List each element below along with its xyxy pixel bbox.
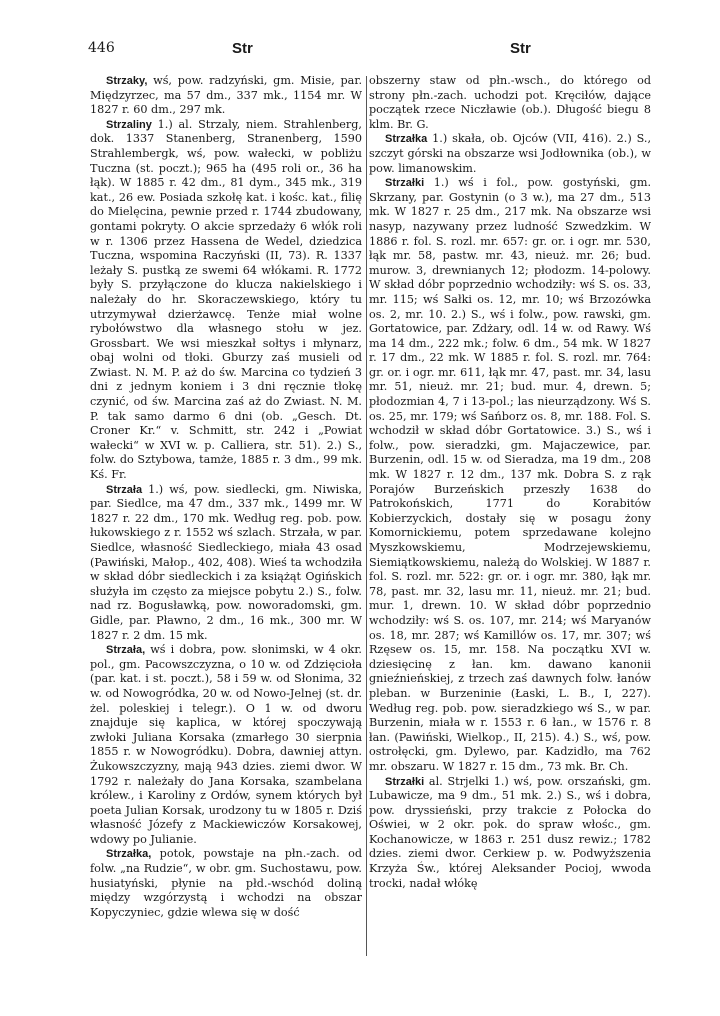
running-head-left: Str (232, 40, 253, 57)
entry-strzala-1 (90, 483, 362, 644)
entry-text: al. Strjelki 1.) wś, pow. orszański, gm. Lubawicze, ma 9 dm., 51 mk. 2.) S., wś i dobra, pow. dryssieński, przy trakcie z Połocka do Oświei, w 2 okr. pok. do spraw włośc., gm. Kochanowicze, w 1863 r. 251 dusz rewiz.; 1782 dzies. ziemi dwor. Cerkiew p. w. Podwyższenia Krzyża Św., której Aleksander Pocioj, wwoda trocki, nadał włókę (369, 774, 651, 890)
entry-text: 1.) wś, pow. siedlecki, gm. Niwiska, par. Siedlce, ma 47 dm., 337 mk., 1499 mr. W 1827 r. 22 dm., 170 mk. Według reg. pob. pow. łukowskiego z r. 1552 wś szlach. Strzała, w par. Siedlce, własność Siedleckiego, miała 43 osad (Pawiński, Małop., 402, 408). Wieś ta wchodziła w skład dóbr siedleckich i za książąt Ogińskich służyła im często za miejsce pobytu 2.) S., folw. nad rz. Bogusławką, pow. noworadomski, gm. Gidle, par. Pławno, 2 dm., 16 mk., 300 mr. W 1827 r. 2 dm. 15 mk. (90, 482, 362, 642)
entry-text: 1.) al. Strzaly, niem. Strahlenberg, dok. 1337 Stanenberg, Stranenberg, 1590 Strahlembergk, wś, pow. wałecki, w pobliżu Tuczna (st. poczt.); 965 ha (495 roli or., 36 ha łąk). W 1885 r. 42 dm., 81 dym., 345 mk., 319 kat., 26 ew. Posiada szkołę kat. i kośc. kat., filię do Mielęcina, pewnie przed r. 1744 zbudowany, gontami pokryty. O akcie sprzedaży 6 włók roli w r. 1306 przez Hassena de Wedel, dziedzica Tuczna, wspomina Raczyński (II, 73). R. 1337 leżały S. pustką ze swemi 64 włókami. R. 1772 były S. przyłączone do klucza nakielskiego i należały do hr. Skoraczewskiego, który tu utrzymywał dzierżawcę. Tenże miał wolne rybołówstwo dla własnego stołu w jez. Grossbart. We wsi mieszkał sołtys i młynarz, obaj wolni od tłoki. Gburzy zaś musieli od Zwiast. N. M. P. aż do św. Marcina co tydzień 3 dni z jednym koniem i 3 dni ręcznie tłokę czynić, od św. Marcina zaś aż do Zwiast. N. M. P. tak samo darmo 6 dni (ob. „Gesch. Dt. Croner Kr.“ v. Schmitt, str. 242 i „Powiat wałecki“ w XVI w. p. Callierа, str. 51). 2.) S., folw. do Sztybowa, tamże, 1885 r. 3 dm., 99 mk. Kś. Fr. (90, 117, 362, 482)
entry-headword: Strzałka, (106, 848, 152, 861)
column-divider (366, 76, 367, 956)
left-column (90, 74, 362, 920)
entry-text: 1.) wś i fol., pow. gostyński, gm. Skrzany, par. Gostynin (o 3 w.), ma 27 dm., 513 mk. W 1827 r. 25 dm., 217 mk. Na obszarze wsi nasyp, nazywany przez ludność Szwedzkim. W 1886 r. fol. S. rozl. mr. 657: gr. or. i ogr. mr. 530, łąk mr. 58, pastw. mr. 43, nieuż. mr. 26; bud. murow. 3, drewnianych 12; płodozm. 14-polowy. W skład dóbr poprzednio wchodziły: wś S. os. 33, mr. 115; wś Sałki os. 12, mr. 10; wś Brzozówka os. 2, mr. 10. 2.) S., wś i folw., pow. rawski, gm. Gortatowice, par. Zdżary, odl. 14 w. od Rawy. Wś ma 14 dm., 222 mk.; folw. 6 dm., 54 mk. W 1827 r. 17 dm., 22 mk. W 1885 r. fol. S. rozl. mr. 764: gr. or. i ogr. mr. 611, łąk mr. 47, past. mr. 34, lasu mr. 51, nieuż. mr. 21; bud. mur. 4, drewn. 5; płodozmian 4, 7 i 13-pol.; las nieurządzony. Wś S. os. 25, mr. 179; wś Sańborz os. 8, mr. 188. Fol. S. wchodził w skład dóbr Gortatowice. 3.) S., wś i folw., pow. sieradzki, gm. Majaczewice, par. Burzenin, odl. 15 w. od Sieradza, ma 19 dm., 208 mk. W 1827 r. 12 dm., 137 mk. Dobra S. z rąk Porajów Burzeńskich przeszły 1638 do Patrokońskich, 1771 do Korabitów Kobierzyckich, dostały się w posagu żony Komornickiemu, potem sprzedawane kolejno Myszkowskiemu, Modrzejewskiemu, Siemiątkowskiemu, należą do Wolskiej. W 1887 r. fol. S. rozl. mr. 522: gr. or. i ogr. mr. 380, łąk mr. 78, past. mr. 32, lasu mr. 11, nieuż. mr. 21; bud. mur. 1, drewn. 10. W skład dóbr poprzednio wchodziły: wś S. os. 107, mr. 214; wś Maryanów os. 18, mr. 287; wś Kamillów os. 17, mr. 307; wś Rzęsew os. 15, mr. 158. Na początku XVI w. dziesięcinę z łan. km. dawano kanonii gnieźnieńskiej, z trzech zaś dawnych folw. łanów pleban. w Burzeninie (Łaski, L. B., I, 227). Według reg. pob. pow. sieradzkiego wś S., w par. Burzenin, miała w r. 1553 r. 6 łan., w 1576 r. 8 łan. (Pawiński, Wielkop., II, 215). 4.) S., wś, pow. ostrołęcki, gm. Dylewo, par. Kadzidło, ma 762 mr. obszaru. W 1827 r. 15 dm., 73 mk. Br. Ch. (369, 176, 651, 773)
running-head-right: Str (510, 40, 531, 57)
entry-text: 1.) skała, ob. Ojców (VII, 416). 2.) S., szczyt górski na obszarze wsi Jodłownika (ob.), w pow. limanowskim. (369, 132, 651, 175)
entry-text: wś, pow. radzyński, gm. Misie, par. Międzyrzec, ma 57 dm., 337 mk., 1154 mr. W 1827 r. 60 dm., 297 mk. (90, 74, 362, 117)
entry-headword: Strzałki (385, 775, 425, 788)
entry-strzalka-potok (90, 847, 362, 920)
entry-headword: Strzałki (385, 177, 425, 190)
entry-text: potok, powstaje na płn.-zach. od folw. „na Rudzie“, w obr. gm. Suchostawu, pow. husiatyński, płynie na płd.-wschód doliną między wzgórzystą i wchodzi na obszar Kopyczyniec, gdzie wlewa się w dość (90, 847, 362, 919)
entry-headword: Strzaky, (106, 75, 148, 87)
page-number: 446 (88, 40, 115, 56)
entry-strzaliny (90, 118, 362, 483)
entry-strzalki-2 (369, 775, 651, 892)
entry-headword: Strzała (106, 483, 143, 496)
entry-headword: Strzaliny (106, 118, 152, 131)
right-column (369, 74, 651, 891)
entry-text: obszerny staw od płn.-wsch., do którego od strony płn.-zach. uchodzi pot. Kręciłów, dające początek rzece Niczławie (ob.). Długość biegu 8 klm. Br. G. (369, 74, 651, 131)
entry-continuation (369, 74, 651, 132)
entry-strzalki-1 (369, 176, 651, 774)
page-header (0, 40, 720, 66)
entry-strzaky (90, 74, 362, 118)
entry-strzala-2 (90, 643, 362, 847)
entry-headword: Strzałka (385, 133, 428, 146)
entry-headword: Strzała, (106, 644, 146, 657)
entry-text: wś i dobra, pow. słonimski, w 4 okr. pol., gm. Pacowszczyzna, o 10 w. od Zdzięcioła (par. kat. i st. poczt.), 58 i 59 w. od Słonima, 32 w. od Nowogródka, 20 w. od Nowo-Jelnej (st. dr. żel. poleskiej i telegr.). O 1 w. od dworu znajduje się kaplica, w której spoczywają zwłoki Juliana Korsaka (zmarłego 30 sierpnia 1855 r. w Nowogródku). Dobra, dawniej attyn. Żukowszczyzny, mają 943 dzies. ziemi dwor. W 1792 r. należały do Jana Korsaka, szambelana królew., i Karoliny z Ordów, synem których był poeta Julian Korsak, urodzony tu w 1805 r. Dziś własność Józefy z Mackiewiczów Korsakowej, wdowy po Julianie. (90, 643, 362, 846)
entry-strzalka-skala (369, 132, 651, 176)
